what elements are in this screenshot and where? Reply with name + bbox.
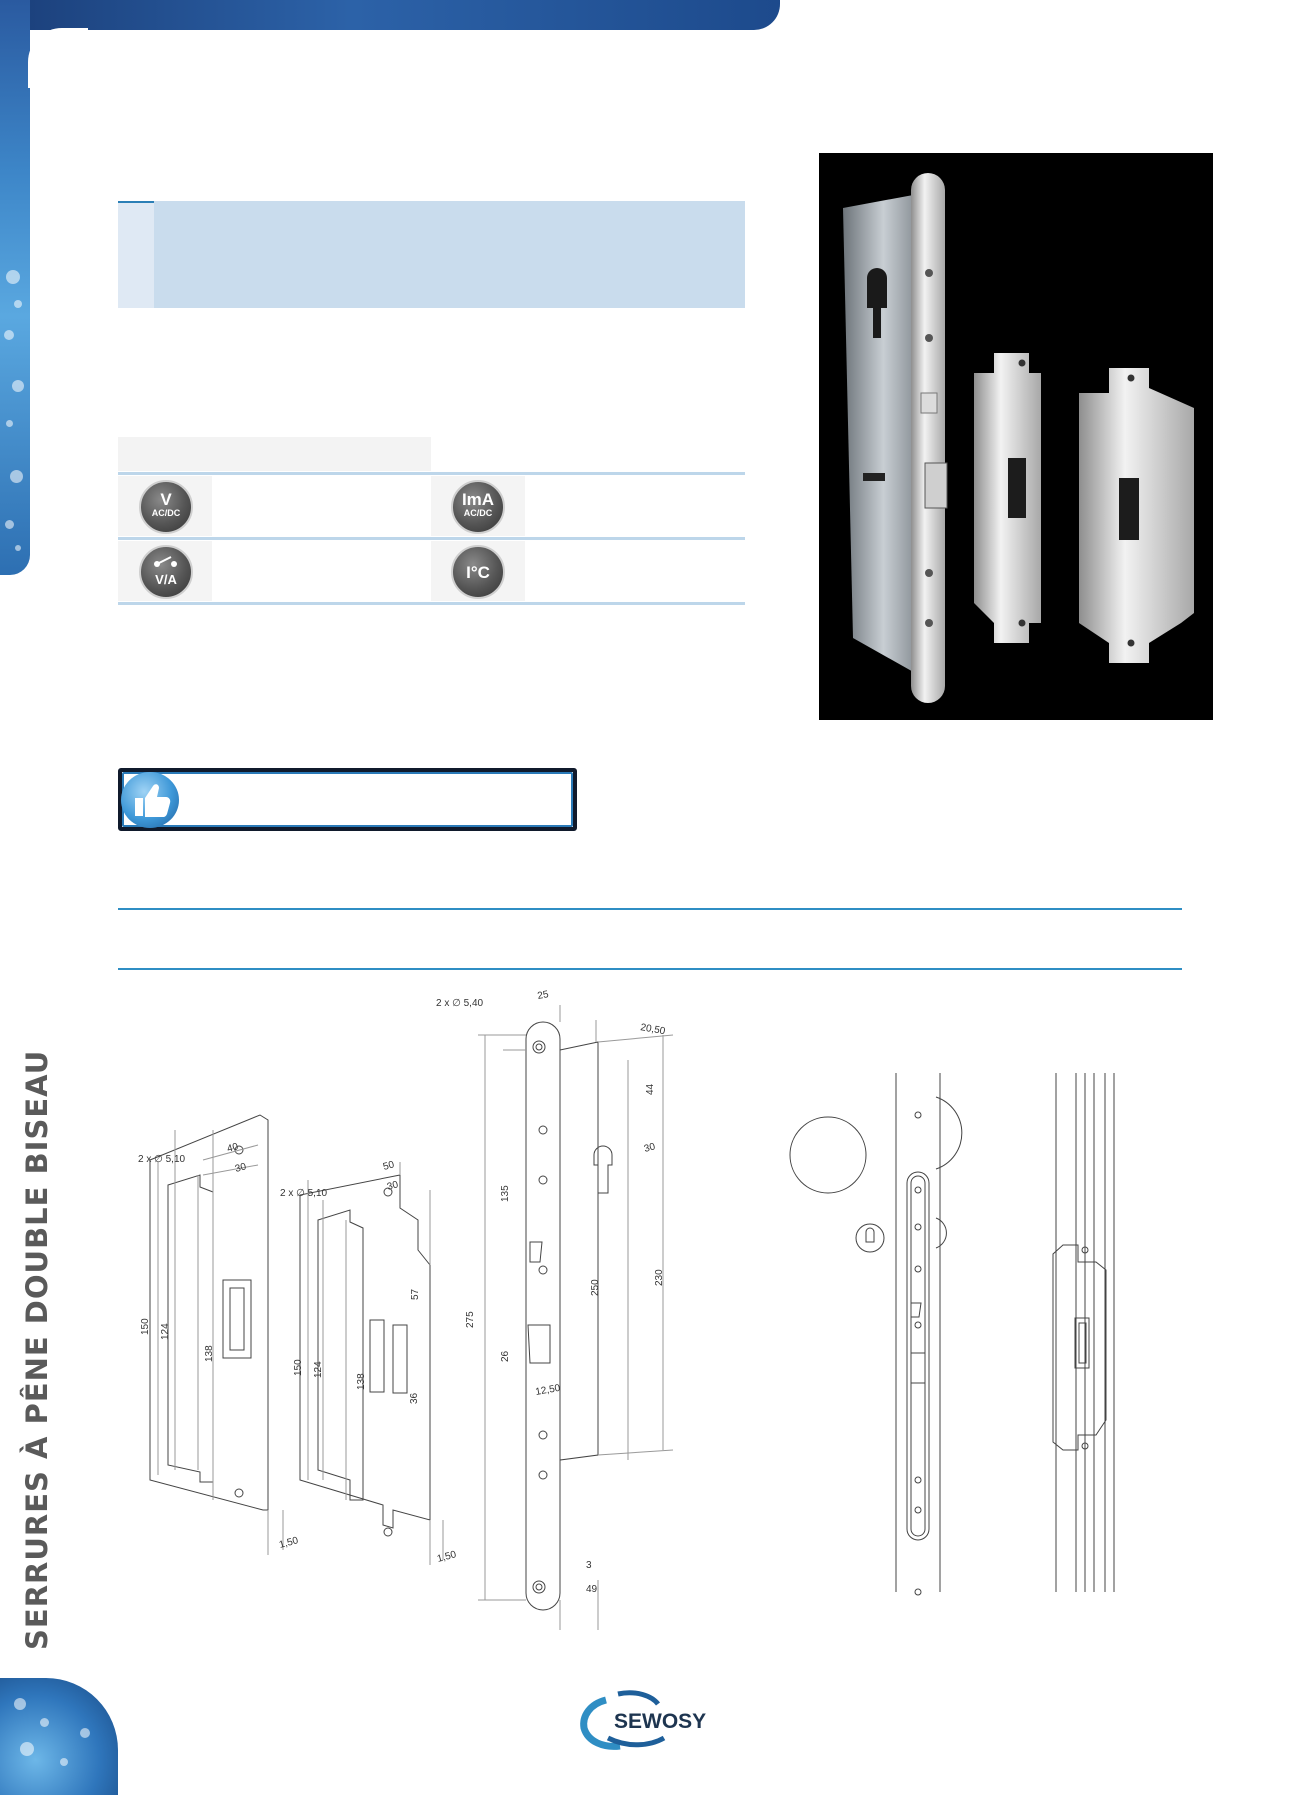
side-title: SERRURES À PÊNE DOUBLE BISEAU — [20, 1049, 54, 1650]
title-block — [118, 201, 745, 308]
dim-label: 36 — [409, 1392, 420, 1404]
dim-label: 25 — [536, 989, 550, 1002]
dim-label: 138 — [204, 1345, 215, 1362]
page-corner — [28, 28, 88, 88]
dim-label: 135 — [500, 1185, 511, 1202]
spec-table-header — [118, 437, 431, 471]
spec-table-rule — [118, 472, 745, 475]
temperature-icon: I°C — [451, 545, 505, 599]
dim-label: 150 — [293, 1359, 304, 1376]
frame-strike-view — [1053, 1073, 1114, 1592]
dim-label: 124 — [160, 1323, 171, 1340]
dim-label: 30 — [385, 1179, 400, 1193]
spec-table-rule — [118, 602, 745, 605]
lock-body-drawing — [478, 1005, 673, 1630]
title-block-tab — [118, 201, 154, 308]
dim-label: 3 — [586, 1560, 592, 1571]
dim-label: 49 — [586, 1584, 598, 1595]
dim-label: 150 — [140, 1318, 151, 1335]
dim-label: 44 — [645, 1083, 656, 1095]
dim-label: 1,50 — [435, 1549, 458, 1565]
dim-label: 30 — [233, 1161, 248, 1175]
voltage-icon: V AC/DC — [139, 480, 193, 534]
dim-label: 2 x ∅ 5,10 — [138, 1154, 186, 1165]
dim-label: 1,50 — [277, 1535, 300, 1551]
contact-icon: V/A — [139, 545, 193, 599]
installed-lock-view — [790, 1073, 962, 1595]
dim-label: 50 — [381, 1159, 396, 1173]
thumbs-up-icon — [121, 772, 179, 828]
dim-label: 2 x ∅ 5,10 — [280, 1188, 328, 1199]
section-rule — [118, 968, 1182, 970]
dim-label: 57 — [410, 1288, 421, 1300]
left-decorative-band — [0, 0, 30, 575]
sewosy-logo — [578, 1686, 724, 1761]
dim-label: 20,50 — [639, 1022, 667, 1038]
feature-box-inner — [122, 772, 573, 827]
top-decorative-band — [0, 0, 780, 30]
dim-label: 230 — [654, 1269, 665, 1286]
spec-table-rule — [118, 537, 745, 540]
product-photo — [819, 153, 1213, 720]
dim-label: 12,50 — [534, 1382, 562, 1398]
dim-label: 124 — [313, 1361, 324, 1378]
dim-label: 250 — [590, 1279, 601, 1296]
dim-label: 26 — [500, 1350, 511, 1362]
dim-label: 275 — [465, 1311, 476, 1328]
dim-label: 138 — [356, 1373, 367, 1390]
section-rule — [118, 908, 1182, 910]
dim-label: 2 x ∅ 5,40 — [436, 998, 484, 1009]
current-icon: ImA AC/DC — [451, 480, 505, 534]
technical-drawing — [118, 980, 1182, 1635]
dim-label: 40 — [225, 1141, 240, 1155]
logo-text: SEWOSY — [614, 1710, 707, 1733]
bottom-decorative-band — [0, 1678, 118, 1795]
dim-label: 30 — [642, 1141, 657, 1155]
